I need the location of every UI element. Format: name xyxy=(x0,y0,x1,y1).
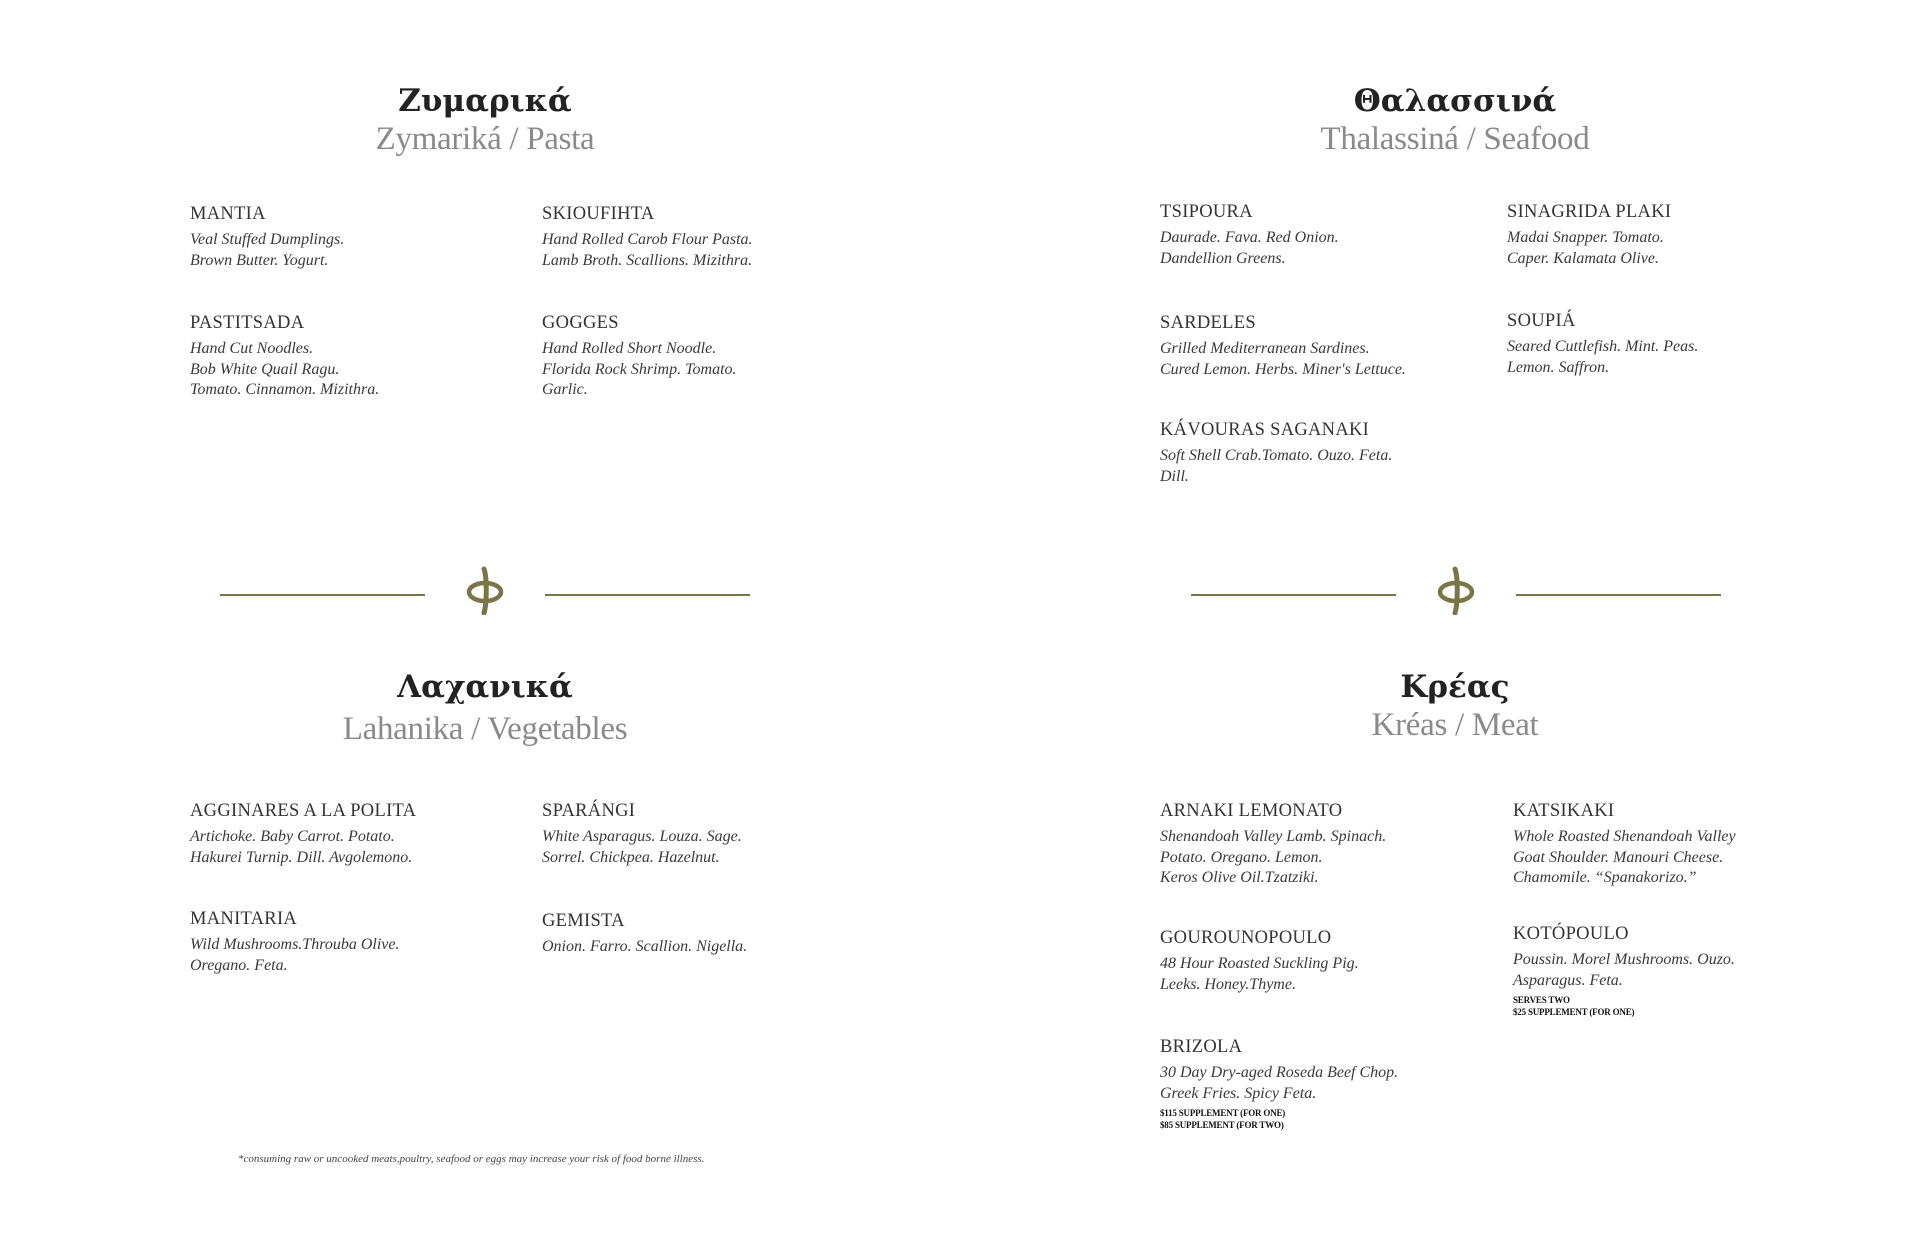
menu-item xyxy=(190,203,490,271)
desc-line: Florida Rock Shrimp. Tomato. xyxy=(542,360,737,378)
item-name: SKIOUFIHTA xyxy=(542,204,655,224)
divider-line xyxy=(1516,594,1721,596)
desc-line: Cured Lemon. Herbs. Miner's Lettuce. xyxy=(1160,360,1406,378)
item-name: GEMISTA xyxy=(542,911,625,931)
item-description xyxy=(190,339,490,401)
section-seafood-heading xyxy=(1155,82,1755,158)
menu-item xyxy=(1507,310,1807,378)
menu-item xyxy=(1160,1036,1460,1131)
item-name: AGGINARES A LA POLITA xyxy=(190,801,417,821)
desc-line: Seared Cuttlefish. Mint. Peas. xyxy=(1507,338,1699,355)
phi-ornament-icon xyxy=(1431,565,1481,615)
desc-line: Greek Fries. Spicy Feta. xyxy=(1160,1084,1317,1102)
divider-line xyxy=(220,594,425,596)
section-divider-left xyxy=(220,565,750,615)
desc-line: Wild Mushrooms.Throuba Olive. xyxy=(190,936,400,953)
desc-line: Bob White Quail Ragu. xyxy=(190,360,340,378)
desc-line: Lamb Broth. Scallions. Mizithra. xyxy=(542,251,753,269)
item-description xyxy=(1513,950,1813,991)
item-description xyxy=(1160,446,1460,487)
menu-item xyxy=(1160,419,1460,487)
item-name: SINAGRIDA PLAKI xyxy=(1507,202,1672,222)
item-name: MANITARIA xyxy=(190,909,298,929)
section-greek-title: Ζυμαρικά xyxy=(398,83,572,119)
desc-line: Brown Butter. Yogurt. xyxy=(190,251,329,269)
desc-line: Soft Shell Crab.Tomato. Ouzo. Feta. xyxy=(1160,447,1393,464)
item-description xyxy=(1160,228,1460,269)
section-transliterated-title: Kréas / Meat xyxy=(1371,707,1539,743)
item-description xyxy=(542,230,842,271)
menu-item xyxy=(542,910,842,958)
item-description xyxy=(190,935,490,976)
section-transliterated-title: Zymariká / Pasta xyxy=(375,121,595,157)
desc-line: Oregano. Feta. xyxy=(190,956,288,974)
desc-line: Dill. xyxy=(1160,467,1189,485)
item-name: SPARÁNGI xyxy=(542,801,636,821)
menu-item xyxy=(1513,800,1813,889)
menu-item xyxy=(190,908,490,976)
menu-item xyxy=(542,800,842,868)
desc-line: Whole Roasted Shenandoah Valley xyxy=(1513,828,1736,845)
item-supplement-note: $85 SUPPLEMENT (FOR TWO) xyxy=(1160,1120,1284,1130)
item-description xyxy=(1507,228,1807,269)
desc-line: Grilled Mediterranean Sardines. xyxy=(1160,340,1370,357)
food-safety-disclaimer: *consuming raw or uncooked meats,poultry, seafood or eggs may increase your risk of food borne illness. xyxy=(238,1153,705,1165)
item-description xyxy=(1160,827,1460,889)
item-description xyxy=(190,230,490,271)
section-greek-title: Θαλασσινά xyxy=(1353,83,1557,119)
menu-item xyxy=(542,203,842,271)
section-transliterated-title: Lahanika / Vegetables xyxy=(342,711,628,747)
item-name: ARNAKI LEMONATO xyxy=(1160,801,1343,821)
desc-line: Onion. Farro. Scallion. Nigella. xyxy=(542,938,748,955)
desc-line: Potato. Oregano. Lemon. xyxy=(1160,848,1323,866)
desc-line: 30 Day Dry-aged Roseda Beef Chop. xyxy=(1160,1064,1399,1081)
menu-item xyxy=(1160,312,1460,380)
desc-line: Madai Snapper. Tomato. xyxy=(1507,229,1664,246)
item-name: KOTÓPOULO xyxy=(1513,924,1629,944)
divider-line xyxy=(1191,594,1396,596)
item-description xyxy=(1160,1063,1460,1104)
desc-line: Lemon. Saffron. xyxy=(1507,358,1610,376)
desc-line: Poussin. Morel Mushrooms. Ouzo. xyxy=(1513,951,1735,968)
desc-line: Keros Olive Oil.Tzatziki. xyxy=(1160,869,1319,886)
desc-line: 48 Hour Roasted Suckling Pig. xyxy=(1160,955,1359,972)
item-name: GOUROUNOPOULO xyxy=(1160,928,1332,948)
menu-item xyxy=(1513,923,1813,1018)
section-greek-title: Λαχανικά xyxy=(397,669,573,705)
item-supplement-note: $115 SUPPLEMENT (FOR ONE) xyxy=(1160,1108,1286,1118)
menu-item xyxy=(190,800,490,868)
desc-line: Asparagus. Feta. xyxy=(1513,971,1623,989)
item-name: SARDELES xyxy=(1160,313,1256,333)
desc-line: Sorrel. Chickpea. Hazelnut. xyxy=(542,848,720,866)
desc-line: White Asparagus. Louza. Sage. xyxy=(542,828,742,845)
item-description xyxy=(1507,337,1807,378)
desc-line: Dandellion Greens. xyxy=(1160,249,1286,267)
desc-line: Caper. Kalamata Olive. xyxy=(1507,249,1659,267)
item-name: TSIPOURA xyxy=(1160,202,1253,222)
menu-item xyxy=(190,312,490,401)
item-description xyxy=(190,827,490,868)
section-meat-heading xyxy=(1155,668,1755,744)
menu-item xyxy=(1160,927,1460,995)
menu-item xyxy=(1160,800,1460,889)
menu-item xyxy=(1160,201,1460,269)
section-divider-right xyxy=(1191,565,1721,615)
item-name: PASTITSADA xyxy=(190,313,305,333)
item-description xyxy=(1160,339,1460,380)
divider-line xyxy=(545,594,750,596)
desc-line: Hand Rolled Short Noodle. xyxy=(542,340,717,357)
item-name: SOUPIÁ xyxy=(1507,311,1576,331)
desc-line: Daurade. Fava. Red Onion. xyxy=(1160,229,1339,246)
item-name: KÁVOURAS SAGANAKI xyxy=(1160,420,1370,440)
item-description xyxy=(542,827,842,868)
desc-line: Hand Rolled Carob Flour Pasta. xyxy=(542,231,753,248)
menu-item xyxy=(1507,201,1807,269)
item-name: GOGGES xyxy=(542,313,619,333)
item-supplement-note: SERVES TWO xyxy=(1513,995,1570,1005)
menu-item xyxy=(542,312,842,401)
desc-line: Artichoke. Baby Carrot. Potato. xyxy=(190,828,395,845)
desc-line: Goat Shoulder. Manouri Cheese. xyxy=(1513,848,1724,866)
section-transliterated-title: Thalassiná / Seafood xyxy=(1320,121,1590,157)
desc-line: Leeks. Honey.Thyme. xyxy=(1160,975,1296,993)
item-description xyxy=(542,937,842,958)
desc-line: Hakurei Turnip. Dill. Avgolemono. xyxy=(190,848,413,866)
item-name: KATSIKAKI xyxy=(1513,801,1615,821)
phi-ornament-icon xyxy=(460,565,510,615)
item-description xyxy=(542,339,842,401)
section-pasta-heading xyxy=(185,82,785,158)
item-name: MANTIA xyxy=(190,204,266,224)
section-vegetables-heading xyxy=(185,668,785,748)
desc-line: Tomato. Cinnamon. Mizithra. xyxy=(190,381,380,398)
desc-line: Garlic. xyxy=(542,381,588,398)
desc-line: Veal Stuffed Dumplings. xyxy=(190,231,345,248)
section-greek-title: Κρέας xyxy=(1400,669,1510,705)
desc-line: Chamomile. “Spanakorizo.” xyxy=(1513,869,1697,886)
item-description xyxy=(1513,827,1813,889)
desc-line: Hand Cut Noodles. xyxy=(190,340,314,357)
item-description xyxy=(1160,954,1460,995)
item-supplement-note: $25 SUPPLEMENT (FOR ONE) xyxy=(1513,1007,1635,1017)
desc-line: Shenandoah Valley Lamb. Spinach. xyxy=(1160,828,1387,845)
item-name: BRIZOLA xyxy=(1160,1037,1243,1057)
